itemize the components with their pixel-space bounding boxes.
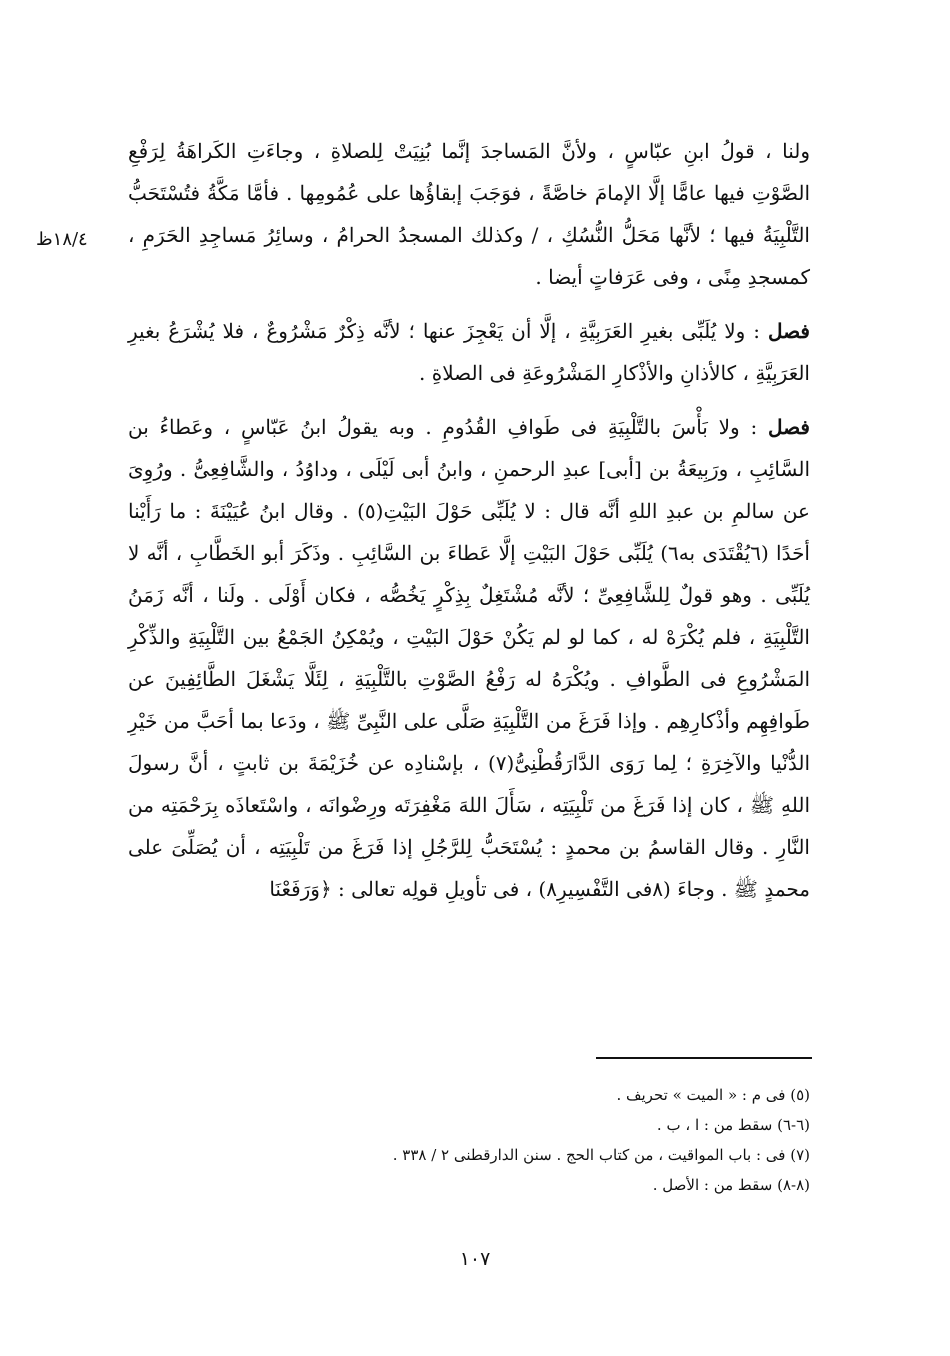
paragraph-3 <box>128 406 810 910</box>
paragraph-2-text: : ولا يُلَبِّى بغيرِ العَرَبِيَّةِ ، إلَّا أن يَعْجِزَ عنها ؛ لأنَّه ذِكْرٌ مَشْرُوعٌ ، فلا يُشْرَعُ بغيرِ العَرَبِيَّةِ ، كالأذانِ والأذْكارِ المَشْرُوعَةِ فى الصلاةِ . <box>128 319 810 385</box>
footnote: (٨-٨) سقط من : الأصل . <box>652 1176 810 1194</box>
paragraph-1-text: ولنا ، قولُ ابنِ عبّاسٍ ، ولأنَّ المَساجدَ إنَّما بُنِيَتْ لِلصلاةِ ، وجاءَتِ الكَراهَةُ لِرَفْعِ الصَّوْتِ فيها عامًّا إلَّا الإمامَ خاصَّةً ، فوَجَبَ إبقاؤُها على عُمُومِها . فأمَّا مَكَّةُ فتُسْتَحَبُّ التَّلْبِيَةُ فيها ؛ لأنَّها مَحَلُّ النُّسُكِ ، / وكذلك المسجدُ الحرامُ ، وسائِرُ مَساجِدِ الحَرَمِ ، كمسجدِ مِنًى ، وفى عَرَفاتٍ أيضا . <box>128 139 810 289</box>
paragraph-1 <box>128 130 810 298</box>
main-text <box>128 130 810 910</box>
paragraph-3-text: : ولا بَأْسَ بالتَّلْبِيَةِ فى طَوافِ القُدُومِ . وبه يقولُ ابنُ عَبّاسٍ ، وعَطاءُ بن السَّائِبِ ، ورَبِيعَةُ بن [أبى] عبدِ الرحمنِ ، وابنُ أبى لَيْلَى ، وداوُدُ ، والشَّافِعِىُّ . ورُوِىَ عن سالمِ بن عبدِ اللهِ أنَّه قال : لا يُلَبِّى حَوْلَ البَيْتِ(٥) . وقال ابنُ عُيَيْنَةَ : ما رَأَيْنا أحَدًا (٦يُقْتَدَى به٦) يُلَبِّى حَوْلَ البَيْتِ إلَّا عَطاءَ بن السَّائِبِ . وذَكَرَ أبو الخَطَّابِ ، أنَّه لا يُلَبِّى . وهو قولٌ لِلشَّافِعِىِّ ؛ لأنَّه مُشْتَغِلٌ بِذِكْرٍ يَخُصُّه ، فكان أَوْلَى . ولَنا ، أنَّه زَمَنُ التَّلْبِيَةِ ، فلم يُكْرَهْ له ، كما لو لم يَكُنْ حَوْلَ البَيْتِ ، ويُمْكِنُ الجَمْعُ بين التَّلْبِيَةِ والذِّكْرِ المَشْرُوعِ فى الطَّوافِ . ويُكْرَهُ له رَفْعُ الصَّوْتِ بالتَّلْبِيَةِ ، لِئَلَّا يَشْغَلَ الطَّائِفِينَ عن طَوافِهِم وأذْكارِهِم . وإذا فَرَغَ من التَّلْبِيَةِ صَلَّى على النَّبِىِّ ﷺ ، ودَعا بما أحَبَّ من خَيْرِ الدُّنْيا والآخِرَةِ ؛ لِما رَوَى الدَّارَقُطْنِىُّ(٧) ، بإسْنادِه عن خُزَيْمَةَ بن ثابتٍ ، أنَّ رسولَ اللهِ ﷺ ، كان إذا فَرَغَ من تَلْبِيَتِه ، سَأَلَ اللهَ مَغْفِرَتَه ورِضْوانَه ، واسْتَعاذَه بِرَحْمَتِه من النَّارِ . وقال القاسمُ بن محمدٍ : يُسْتَحَبُّ لِلرَّجُلِ إذا فَرَغَ من تَلْبِيَتِه ، أن يُصَلِّىَ على محمدٍ ﷺ . وجاءَ (٨فى التَّفْسِيرِ٨) ، فى تأويلِ قولِه تعالى : ﴿وَرَفَعْنَا <box>128 415 811 901</box>
footnote: (٧) فى : باب المواقيت ، من كتاب الحج . سنن الدارقطنى ٢ / ٣٣٨ . <box>392 1146 810 1164</box>
footnote: (٥) فى م : « الميت » تحريف . <box>616 1086 810 1104</box>
paragraph-2 <box>128 310 810 394</box>
footnote-divider <box>596 1057 812 1059</box>
section-heading-fasl: فصل <box>767 319 810 343</box>
footnote: (٦-٦) سقط من : ا ، ب . <box>656 1116 810 1134</box>
page-number: ١٠٧ <box>459 1248 491 1270</box>
section-heading-fasl: فصل <box>767 415 810 439</box>
footnotes <box>300 1080 810 1200</box>
margin-folio-note: ١٨/٤ظ <box>36 229 88 250</box>
